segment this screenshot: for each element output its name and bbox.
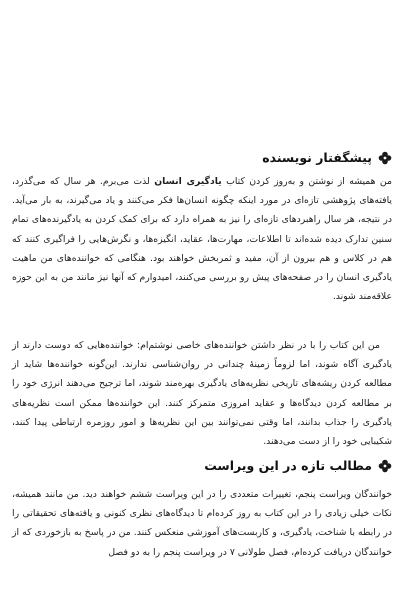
paragraph-text: من همیشه از نوشتن و به‌روز کردن کتاب xyxy=(221,176,392,187)
section-heading-text: پیشگفتار نویسنده xyxy=(262,150,372,165)
paragraph-text: لذت می‌برم. هر سال که می‌گذرد، یافته‌های پژوهشی تازه‌ای در مورد اینکه چگونه انسان‌ها فکر می‌کنند و یاد می‌گیرند، به بار می‌آید. در نتیجه، هر سال راهبردهای تازه‌ای را نیز به همراه دارد که برای کمک کردن به یادگیرنده‌های تمام سنین تدارک دیده شده‌اند تا اطلاعات، مهارت‌ها، عقاید، انگیزه‌ها، و نگرش‌هایی را فراگیری کنند که هم در کلاس و هم بیرون از آن، مفید و ثمربخش خواهند بود. هنگامی که خواننده‌های من ماهیت یادگیری انسان را در صفحه‌های پیش رو بررسی می‌کنند، امیدوارم که آنها نیز مانند من به این حوزه علاقه‌مند شوند. xyxy=(12,176,392,303)
new-edition-paragraph-1 xyxy=(12,485,392,562)
four-leaf-clover-icon xyxy=(378,151,392,165)
paragraph-text: من این کتاب را با در نظر داشتن خواننده‌های خاصی نوشتم‌ام: خواننده‌هایی که دوست دارند از یادگیری آگاه شوند، اما لزوماً زمینهٔ چندانی در روان‌شناسی ندارند. این‌گونه خواننده‌ها شاید از مطالعه کردن ریشه‌های تاریخی نظریه‌های یادگیری بهره‌مند شوند، اما ترجیح می‌دهند انرژی خود را بر مطالعه کردن دیدگاه‌ها و عقاید امروزی متمرکز کنند. این خواننده‌ها ممکن است نظریه‌های یادگیری را جذاب بدانند، اما وقتی نمی‌توانند بین این نظریه‌ها و امور روزمره ارتباطی پیدا کنند، شکیبایی خود را از دست می‌دهند. xyxy=(12,340,392,448)
section-heading-text: مطالب تازه در این ویراست xyxy=(204,458,372,473)
section-heading-preface xyxy=(262,150,392,165)
preface-paragraph-1 xyxy=(12,172,392,306)
book-title: یادگیری انسان xyxy=(154,176,222,187)
preface-paragraph-2 xyxy=(12,336,392,451)
four-leaf-clover-icon xyxy=(378,459,392,473)
section-heading-new-edition xyxy=(204,458,392,473)
paragraph-text: خوانندگان ویراست پنجم، تغییرات متعددی را در این ویراست ششم خواهند دید. من مانند همیشه، نکات خیلی زیادی را در این کتاب به روز کرده‌ام تا دیدگاه‌های نظری کنونی و یافته‌های تحقیقاتی را در رابطه با شناخت، یادگیری، و کاربست‌های آموزشی منعکس کنند. من در پاسخ به بازخوردی که از خوانندگان دریافت کرده‌ام، فصل طولانی ۷ در ویراست پنجم را به دو فصل xyxy=(12,489,392,558)
